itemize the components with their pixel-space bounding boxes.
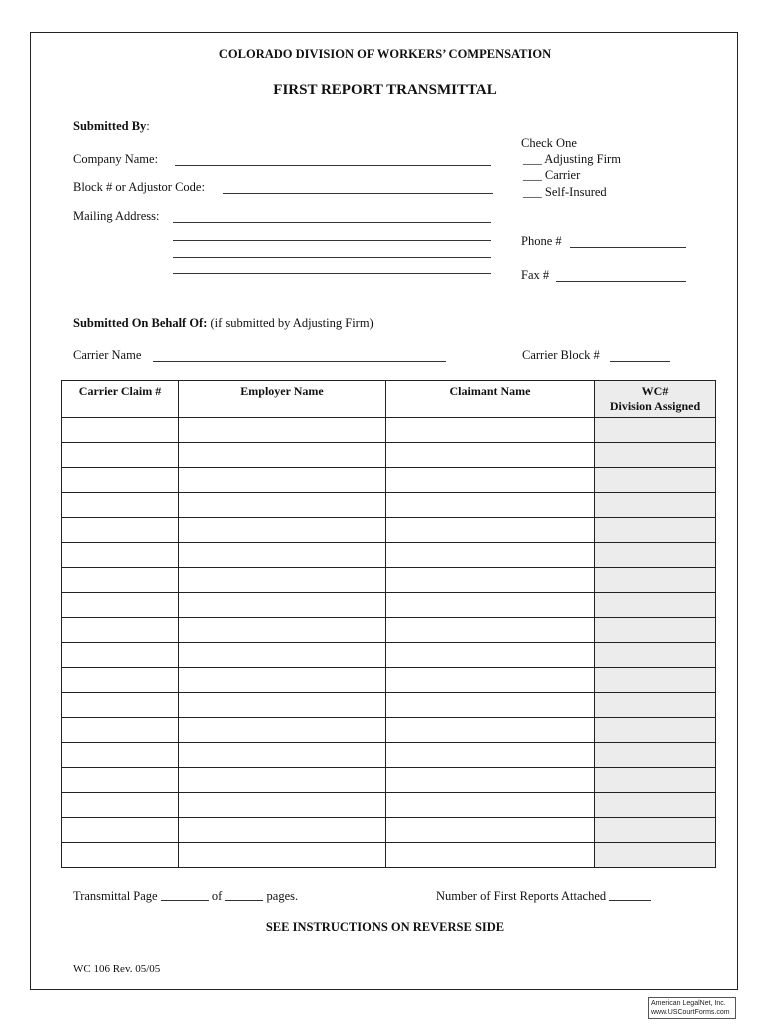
carrier-claim-cell[interactable] bbox=[62, 593, 179, 618]
wc-number-cell[interactable] bbox=[595, 468, 716, 493]
col-header-employer-name: Employer Name bbox=[179, 381, 386, 418]
employer-name-cell[interactable] bbox=[179, 543, 386, 568]
carrier-claim-cell[interactable] bbox=[62, 643, 179, 668]
claimant-name-cell[interactable] bbox=[386, 818, 595, 843]
fax-label: Fax # bbox=[521, 268, 550, 282]
table-row bbox=[62, 518, 716, 543]
wc-number-cell[interactable] bbox=[595, 493, 716, 518]
table-row bbox=[62, 618, 716, 643]
block-adjustor-field[interactable] bbox=[223, 193, 493, 194]
behalf-heading: Submitted On Behalf Of: (if submitted by Adjusting Firm) bbox=[73, 316, 374, 330]
claimant-name-cell[interactable] bbox=[386, 568, 595, 593]
table-row bbox=[62, 593, 716, 618]
check-one-heading: Check One bbox=[521, 136, 577, 150]
submitted-by-heading: Submitted By: bbox=[73, 119, 150, 133]
employer-name-cell[interactable] bbox=[179, 668, 386, 693]
block-adjustor-label: Block # or Adjustor Code: bbox=[73, 180, 205, 194]
table-row bbox=[62, 668, 716, 693]
fax-field[interactable] bbox=[556, 281, 686, 282]
wc-number-cell[interactable] bbox=[595, 643, 716, 668]
phone-field[interactable] bbox=[570, 247, 686, 248]
table-body bbox=[62, 418, 716, 868]
employer-name-cell[interactable] bbox=[179, 643, 386, 668]
table-row bbox=[62, 493, 716, 518]
claimant-name-cell[interactable] bbox=[386, 768, 595, 793]
wc-number-cell[interactable] bbox=[595, 743, 716, 768]
wc-number-cell[interactable] bbox=[595, 618, 716, 643]
mailing-address-line-3[interactable] bbox=[173, 257, 491, 258]
carrier-claim-cell[interactable] bbox=[62, 693, 179, 718]
col-header-claimant-name: Claimant Name bbox=[386, 381, 595, 418]
agency-name: COLORADO DIVISION OF WORKERS’ COMPENSATION bbox=[218, 47, 552, 61]
table-row bbox=[62, 693, 716, 718]
instructions-note: SEE INSTRUCTIONS ON REVERSE SIDE bbox=[265, 920, 505, 934]
table-row bbox=[62, 793, 716, 818]
claimant-name-cell[interactable] bbox=[386, 593, 595, 618]
employer-name-cell[interactable] bbox=[179, 768, 386, 793]
claims-table bbox=[61, 380, 716, 868]
carrier-name-label: Carrier Name bbox=[73, 348, 142, 362]
carrier-claim-cell[interactable] bbox=[62, 843, 179, 868]
carrier-claim-cell[interactable] bbox=[62, 793, 179, 818]
carrier-claim-cell[interactable] bbox=[62, 743, 179, 768]
employer-name-cell[interactable] bbox=[179, 693, 386, 718]
claimant-name-cell[interactable] bbox=[386, 618, 595, 643]
claimant-name-cell[interactable] bbox=[386, 743, 595, 768]
table-row bbox=[62, 768, 716, 793]
employer-name-cell[interactable] bbox=[179, 468, 386, 493]
table-row bbox=[62, 568, 716, 593]
claimant-name-cell[interactable] bbox=[386, 543, 595, 568]
wc-number-cell[interactable] bbox=[595, 693, 716, 718]
employer-name-cell[interactable] bbox=[179, 618, 386, 643]
wc-number-cell[interactable] bbox=[595, 543, 716, 568]
carrier-claim-cell[interactable] bbox=[62, 418, 179, 443]
claimant-name-cell[interactable] bbox=[386, 793, 595, 818]
option-self-insured[interactable]: ___ Self-Insured bbox=[523, 185, 607, 199]
mailing-address-line-2[interactable] bbox=[173, 240, 491, 241]
table-row bbox=[62, 443, 716, 468]
wc-number-cell[interactable] bbox=[595, 718, 716, 743]
table-row bbox=[62, 543, 716, 568]
table-row bbox=[62, 643, 716, 668]
wc-number-cell[interactable] bbox=[595, 568, 716, 593]
wc-number-cell[interactable] bbox=[595, 668, 716, 693]
table-row bbox=[62, 418, 716, 443]
carrier-claim-cell[interactable] bbox=[62, 493, 179, 518]
claimant-name-cell[interactable] bbox=[386, 718, 595, 743]
form-number: WC 106 Rev. 05/05 bbox=[73, 963, 161, 975]
option-carrier[interactable]: ___ Carrier bbox=[523, 168, 581, 182]
employer-name-cell[interactable] bbox=[179, 793, 386, 818]
claimant-name-cell[interactable] bbox=[386, 843, 595, 868]
total-pages-field[interactable] bbox=[225, 900, 263, 901]
carrier-claim-cell[interactable] bbox=[62, 718, 179, 743]
wc-number-cell[interactable] bbox=[595, 843, 716, 868]
publisher-name: American LegalNet, Inc. bbox=[651, 1000, 726, 1007]
employer-name-cell[interactable] bbox=[179, 718, 386, 743]
employer-name-cell[interactable] bbox=[179, 418, 386, 443]
transmittal-page-line: Transmittal Page of pages. bbox=[73, 889, 299, 903]
carrier-claim-cell[interactable] bbox=[62, 468, 179, 493]
employer-name-cell[interactable] bbox=[179, 818, 386, 843]
transmittal-page-field[interactable] bbox=[161, 900, 209, 901]
carrier-claim-cell[interactable] bbox=[62, 518, 179, 543]
carrier-claim-cell[interactable] bbox=[62, 568, 179, 593]
carrier-block-label: Carrier Block # bbox=[522, 348, 600, 362]
claimant-name-cell[interactable] bbox=[386, 643, 595, 668]
claimant-name-cell[interactable] bbox=[386, 693, 595, 718]
table-row bbox=[62, 718, 716, 743]
col-header-wc-number: WC# Division Assigned bbox=[595, 381, 716, 418]
option-adjusting-firm[interactable]: ___ Adjusting Firm bbox=[523, 152, 621, 166]
wc-number-cell[interactable] bbox=[595, 818, 716, 843]
reports-attached-line: Number of First Reports Attached bbox=[436, 889, 651, 904]
table-row bbox=[62, 743, 716, 768]
carrier-claim-cell[interactable] bbox=[62, 543, 179, 568]
reports-attached-field[interactable] bbox=[609, 900, 651, 901]
claimant-name-cell[interactable] bbox=[386, 493, 595, 518]
carrier-claim-cell[interactable] bbox=[62, 818, 179, 843]
mailing-address-line-4[interactable] bbox=[173, 273, 491, 274]
wc-number-cell[interactable] bbox=[595, 593, 716, 618]
employer-name-cell[interactable] bbox=[179, 493, 386, 518]
table-header-row bbox=[62, 381, 716, 418]
carrier-name-field[interactable] bbox=[153, 361, 446, 362]
col-header-carrier-claim: Carrier Claim # bbox=[62, 381, 179, 418]
mailing-address-label: Mailing Address: bbox=[73, 209, 160, 223]
carrier-claim-cell[interactable] bbox=[62, 618, 179, 643]
wc-number-cell[interactable] bbox=[595, 768, 716, 793]
wc-number-cell[interactable] bbox=[595, 518, 716, 543]
mailing-address-line-1[interactable] bbox=[173, 222, 491, 223]
wc-number-cell[interactable] bbox=[595, 793, 716, 818]
claimant-name-cell[interactable] bbox=[386, 418, 595, 443]
form-title: FIRST REPORT TRANSMITTAL bbox=[273, 82, 497, 98]
employer-name-cell[interactable] bbox=[179, 443, 386, 468]
table-row bbox=[62, 843, 716, 868]
carrier-block-field[interactable] bbox=[610, 361, 670, 362]
claimant-name-cell[interactable] bbox=[386, 468, 595, 493]
employer-name-cell[interactable] bbox=[179, 743, 386, 768]
table-row bbox=[62, 468, 716, 493]
table-row bbox=[62, 818, 716, 843]
publisher-url: www.USCourtForms.com bbox=[651, 1009, 730, 1016]
company-name-label: Company Name: bbox=[73, 152, 159, 166]
publisher-badge bbox=[648, 997, 736, 1019]
carrier-claim-cell[interactable] bbox=[62, 443, 179, 468]
employer-name-cell[interactable] bbox=[179, 843, 386, 868]
company-name-field[interactable] bbox=[175, 165, 491, 166]
phone-label: Phone # bbox=[521, 234, 562, 248]
wc-number-cell[interactable] bbox=[595, 418, 716, 443]
carrier-claim-cell[interactable] bbox=[62, 768, 179, 793]
wc-number-cell[interactable] bbox=[595, 443, 716, 468]
claimant-name-cell[interactable] bbox=[386, 443, 595, 468]
claimant-name-cell[interactable] bbox=[386, 518, 595, 543]
employer-name-cell[interactable] bbox=[179, 593, 386, 618]
employer-name-cell[interactable] bbox=[179, 568, 386, 593]
claimant-name-cell[interactable] bbox=[386, 668, 595, 693]
carrier-claim-cell[interactable] bbox=[62, 668, 179, 693]
employer-name-cell[interactable] bbox=[179, 518, 386, 543]
